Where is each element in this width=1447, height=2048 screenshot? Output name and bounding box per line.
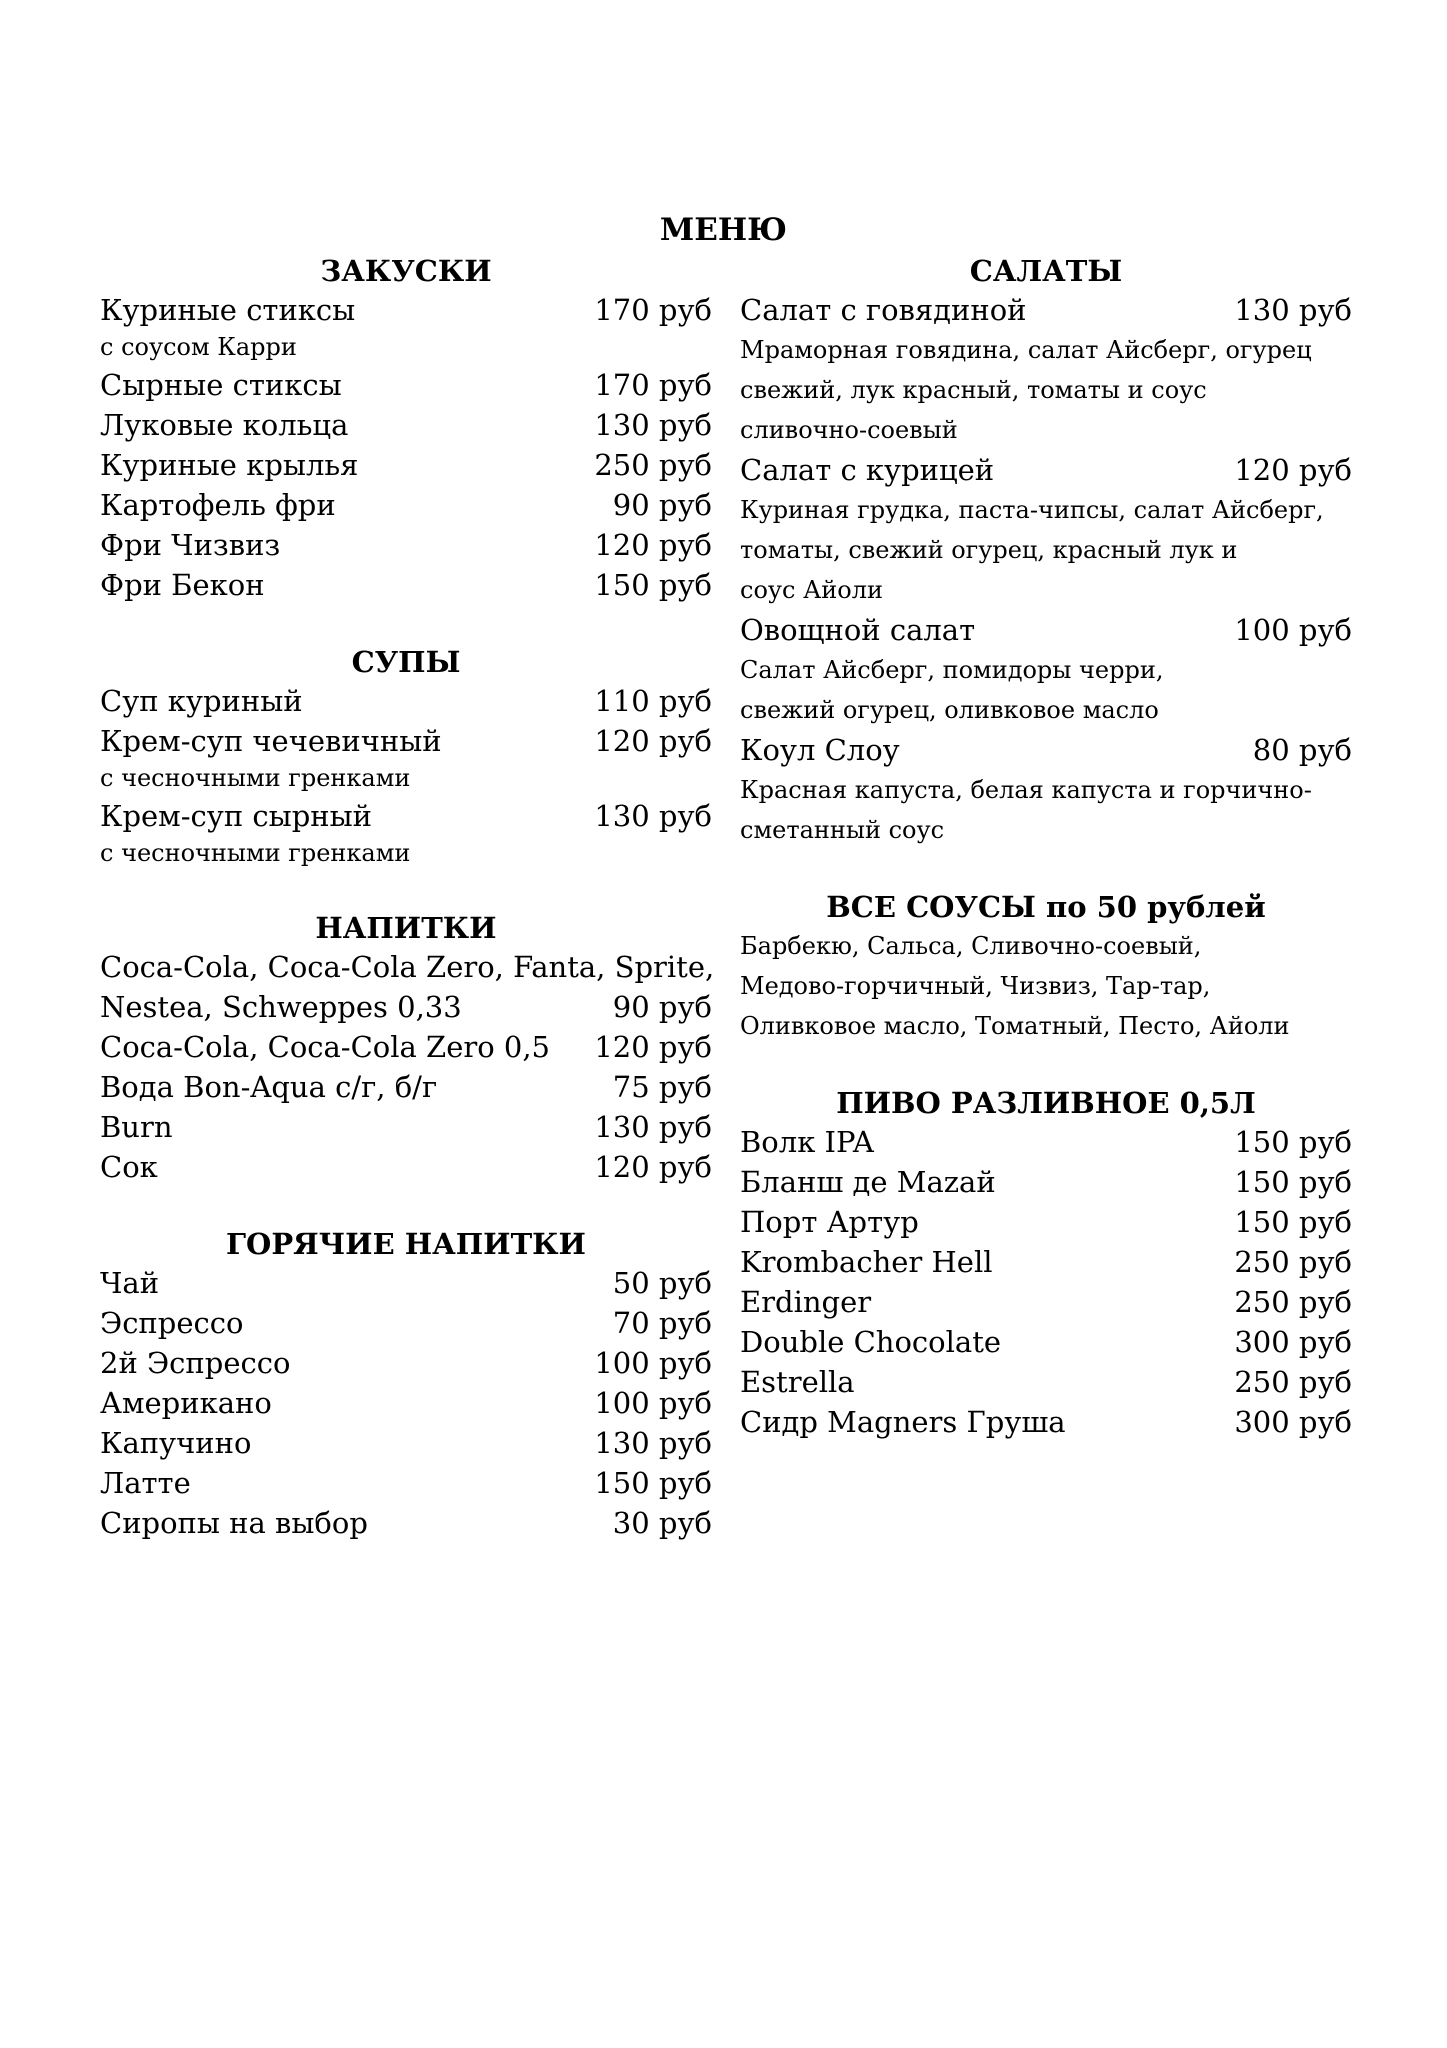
item-name: Салат с говядиной bbox=[740, 293, 1027, 327]
item-price: 120 руб bbox=[1234, 453, 1352, 487]
menu-item bbox=[100, 445, 712, 485]
menu-item bbox=[100, 1027, 712, 1067]
item-price: 50 руб bbox=[612, 1266, 712, 1300]
item-description: соус Айоли bbox=[740, 576, 883, 604]
item-price: 150 руб bbox=[1234, 1205, 1352, 1239]
item-name: Крем-суп чечевичный bbox=[100, 724, 442, 758]
item-name: Чай bbox=[100, 1266, 160, 1300]
item-name: Бланш де Mazaй bbox=[740, 1165, 996, 1199]
menu-item bbox=[100, 1383, 712, 1423]
section-title: ПИВО РАЗЛИВНОЕ 0,5Л bbox=[836, 1086, 1256, 1120]
item-price: 100 руб bbox=[1234, 613, 1352, 647]
item-price: 130 руб bbox=[594, 1426, 712, 1460]
item-price: 150 руб bbox=[594, 1466, 712, 1500]
item-name: Coca-Cola, Coca-Cola Zero 0,5 bbox=[100, 1030, 551, 1064]
menu-item bbox=[740, 730, 1352, 770]
section-drinks bbox=[100, 909, 715, 1187]
menu-item bbox=[100, 1463, 712, 1503]
item-description: Куриная грудка, паста-чипсы, салат Айсберг, bbox=[740, 496, 1324, 524]
menu-item bbox=[100, 796, 712, 836]
menu-item bbox=[100, 525, 712, 565]
item-description: сливочно-соевый bbox=[740, 416, 958, 444]
section-title: НАПИТКИ bbox=[315, 911, 497, 945]
item-description: с чесночными гренками bbox=[100, 839, 411, 867]
item-name: Латте bbox=[100, 1466, 191, 1500]
item-price: 80 руб bbox=[1252, 733, 1352, 767]
section-snacks bbox=[100, 252, 712, 605]
item-price: 90 руб bbox=[612, 990, 712, 1024]
item-name: Krombacher Hell bbox=[740, 1245, 993, 1279]
item-price: 150 руб bbox=[1234, 1165, 1352, 1199]
menu-item bbox=[740, 1282, 1352, 1322]
item-price: 130 руб bbox=[594, 799, 712, 833]
item-price: 100 руб bbox=[594, 1346, 712, 1380]
item-price: 120 руб bbox=[594, 1150, 712, 1184]
menu-item bbox=[740, 1202, 1352, 1242]
item-price: 120 руб bbox=[594, 528, 712, 562]
menu-item bbox=[100, 1503, 712, 1543]
menu-item bbox=[100, 947, 715, 1027]
menu-item bbox=[100, 1303, 712, 1343]
item-price: 250 руб bbox=[1234, 1245, 1352, 1279]
item-description: Мраморная говядина, салат Айсберг, огурец bbox=[740, 336, 1312, 364]
item-price: 250 руб bbox=[1234, 1285, 1352, 1319]
menu-item bbox=[100, 1423, 712, 1463]
item-price: 130 руб bbox=[1234, 293, 1352, 327]
item-name: Сидр Magners Груша bbox=[740, 1405, 1066, 1439]
menu-item bbox=[740, 610, 1352, 650]
item-price: 130 руб bbox=[594, 1110, 712, 1144]
menu-item bbox=[100, 485, 712, 525]
menu-item bbox=[740, 1402, 1352, 1442]
item-name: Крем-суп сырный bbox=[100, 799, 373, 833]
item-name: Салат с курицей bbox=[740, 453, 995, 487]
item-name: Burn bbox=[100, 1110, 173, 1144]
menu-item bbox=[100, 681, 712, 721]
item-name: Nestea, Schweppes 0,33 bbox=[100, 990, 462, 1024]
sauces-line: Барбекю, Сальса, Сливочно-соевый, bbox=[740, 932, 1202, 960]
section-beer bbox=[740, 1084, 1352, 1442]
item-price: 120 руб bbox=[594, 724, 712, 758]
item-price: 150 руб bbox=[1234, 1125, 1352, 1159]
item-description: с соусом Карри bbox=[100, 333, 297, 361]
menu-item bbox=[740, 1122, 1352, 1162]
item-name: Куриные стиксы bbox=[100, 293, 356, 327]
item-name: Суп куриный bbox=[100, 684, 303, 718]
item-name: Эспрессо bbox=[100, 1306, 244, 1340]
menu-item bbox=[740, 1362, 1352, 1402]
item-name-line: Coca-Cola, Coca-Cola Zero, Fanta, Sprite, bbox=[100, 950, 715, 984]
item-price: 90 руб bbox=[612, 488, 712, 522]
item-name: Коул Слоу bbox=[740, 733, 900, 767]
menu-item bbox=[740, 290, 1352, 330]
item-name: Капучино bbox=[100, 1426, 252, 1460]
menu-item bbox=[740, 450, 1352, 490]
menu-item bbox=[100, 721, 712, 761]
menu-item bbox=[100, 1107, 712, 1147]
item-description: томаты, свежий огурец, красный лук и bbox=[740, 536, 1238, 564]
item-name: Double Chocolate bbox=[740, 1325, 1002, 1359]
sauces-line: Медово-горчичный, Чизвиз, Тар-тар, bbox=[740, 972, 1211, 1000]
item-price: 170 руб bbox=[594, 293, 712, 327]
section-title: ЗАКУСКИ bbox=[320, 254, 492, 288]
menu-item bbox=[100, 1343, 712, 1383]
item-description: Красная капуста, белая капуста и горчично- bbox=[740, 776, 1312, 804]
section-sauces bbox=[740, 888, 1352, 1046]
item-price: 250 руб bbox=[1234, 1365, 1352, 1399]
section-hot-drinks bbox=[100, 1225, 712, 1543]
item-description: сметанный соус bbox=[740, 816, 945, 844]
item-name: Сиропы на выбор bbox=[100, 1506, 368, 1540]
page-title: МЕНЮ bbox=[659, 212, 788, 248]
item-name: Овощной салат bbox=[740, 613, 976, 647]
section-salads bbox=[740, 252, 1352, 850]
menu-item bbox=[740, 1322, 1352, 1362]
item-name: Erdinger bbox=[740, 1285, 872, 1319]
item-price: 300 руб bbox=[1234, 1325, 1352, 1359]
item-price: 170 руб bbox=[594, 368, 712, 402]
sauces-line: Оливковое масло, Томатный, Песто, Айоли bbox=[740, 1012, 1290, 1040]
item-name: Вода Bon-Aqua с/г, б/г bbox=[100, 1070, 438, 1104]
item-price: 130 руб bbox=[594, 408, 712, 442]
item-price: 120 руб bbox=[594, 1030, 712, 1064]
item-price: 150 руб bbox=[594, 568, 712, 602]
left-column bbox=[100, 252, 715, 1581]
menu-item bbox=[100, 1147, 712, 1187]
menu-item bbox=[100, 405, 712, 445]
menu-item bbox=[740, 1242, 1352, 1282]
menu-item bbox=[740, 1162, 1352, 1202]
item-price: 250 руб bbox=[594, 448, 712, 482]
item-name: Сок bbox=[100, 1150, 158, 1184]
item-price: 100 руб bbox=[594, 1386, 712, 1420]
item-price: 30 руб bbox=[612, 1506, 712, 1540]
item-name: Порт Артур bbox=[740, 1205, 919, 1239]
item-name: Волк IPA bbox=[740, 1125, 874, 1159]
item-name: Сырные стиксы bbox=[100, 368, 342, 402]
item-price: 75 руб bbox=[612, 1070, 712, 1104]
item-description: свежий огурец, оливковое масло bbox=[740, 696, 1159, 724]
item-name: Estrella bbox=[740, 1365, 855, 1399]
item-name: Американо bbox=[100, 1386, 272, 1420]
section-title: САЛАТЫ bbox=[969, 254, 1123, 288]
section-title: ВСЕ СОУСЫ по 50 рублей bbox=[826, 890, 1266, 924]
section-title: ГОРЯЧИЕ НАПИТКИ bbox=[226, 1227, 586, 1261]
menu-item bbox=[100, 1067, 712, 1107]
item-description: свежий, лук красный, томаты и соус bbox=[740, 376, 1207, 404]
menu-item bbox=[100, 565, 712, 605]
item-price: 70 руб bbox=[612, 1306, 712, 1340]
section-soups bbox=[100, 643, 712, 871]
right-column bbox=[740, 252, 1352, 1480]
menu-item bbox=[100, 1263, 712, 1303]
item-name: Картофель фри bbox=[100, 488, 336, 522]
item-name: Фри Чизвиз bbox=[100, 528, 281, 562]
item-name: Фри Бекон bbox=[100, 568, 265, 602]
item-price: 110 руб bbox=[594, 684, 712, 718]
item-price: 300 руб bbox=[1234, 1405, 1352, 1439]
item-description: Салат Айсберг, помидоры черри, bbox=[740, 656, 1164, 684]
section-title: СУПЫ bbox=[351, 645, 461, 679]
item-description: с чесночными гренками bbox=[100, 764, 411, 792]
item-name: Луковые кольца bbox=[100, 408, 349, 442]
item-name: Куриные крылья bbox=[100, 448, 359, 482]
menu-item bbox=[100, 290, 712, 330]
item-name: 2й Эспрессо bbox=[100, 1346, 291, 1380]
menu-item bbox=[100, 365, 712, 405]
